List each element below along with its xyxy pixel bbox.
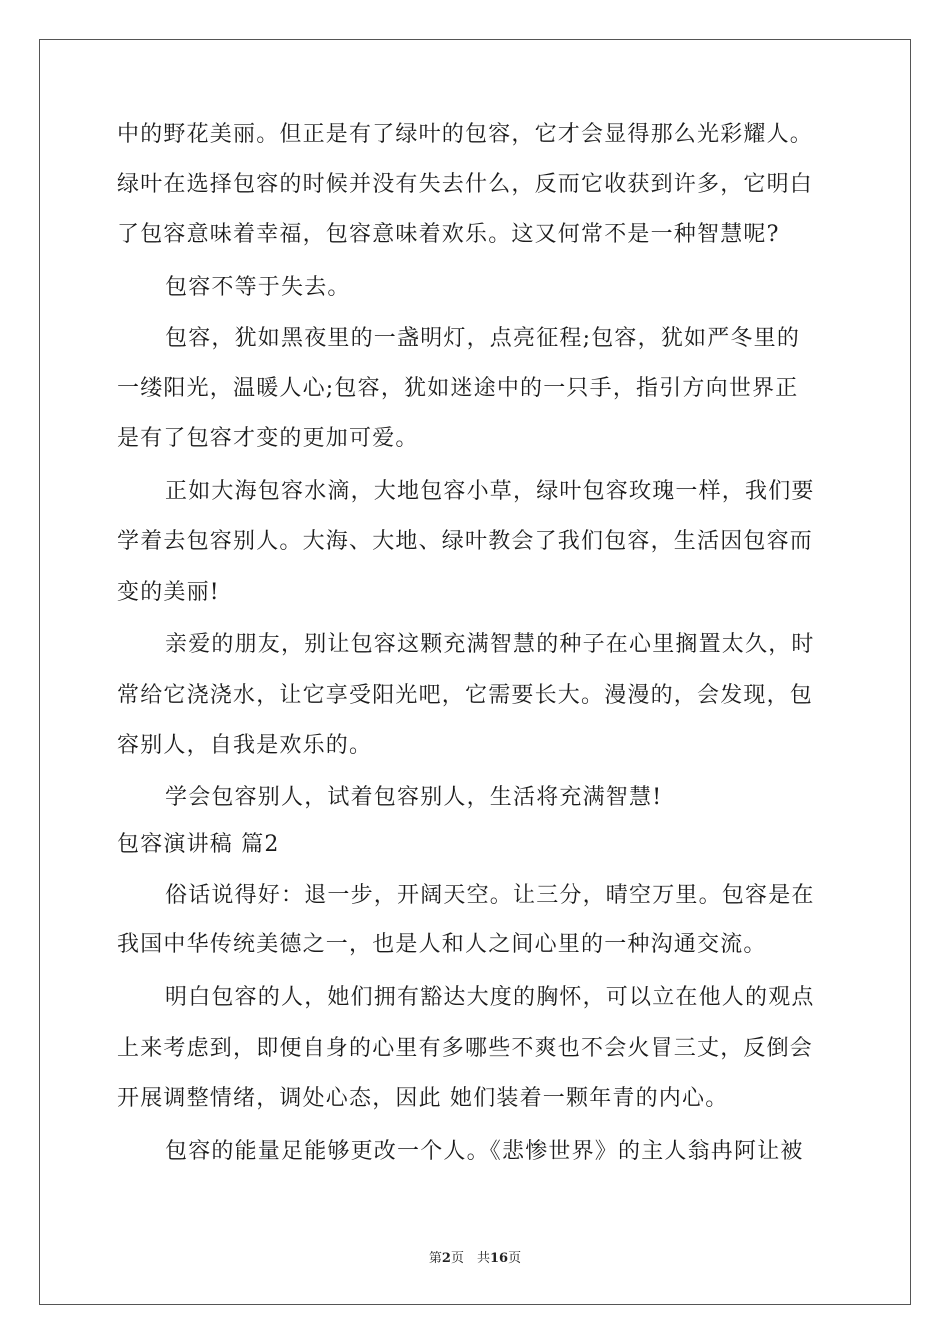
footer-mid: 页 共 [450, 1251, 490, 1266]
paragraph-line: 一缕阳光，温暖人心;包容，犹如迷途中的一只手，指引方向世界正 [117, 376, 799, 401]
paragraph-first-line: 包容，犹如黑夜里的一盏明灯，点亮征程;包容，犹如严冬里的 [165, 326, 801, 351]
paragraph-first-line: 学会包容别人，试着包容别人，生活将充满智慧! [165, 785, 663, 810]
footer-prefix: 第 [428, 1251, 442, 1266]
paragraph-line: 变的美丽! [117, 580, 220, 605]
paragraph-first-line: 包容不等于失去。 [165, 275, 351, 300]
paragraph-line: 容别人，自我是欢乐的。 [117, 733, 373, 758]
footer-suffix: 页 [508, 1251, 522, 1266]
paragraph-line: 学着去包容别人。大海、大地、绿叶教会了我们包容，生活因包容而 [117, 529, 814, 554]
paragraph-line: 上来考虑到，即便自身的心里有多哪些不爽也不会火冒三丈，反倒会 [117, 1036, 814, 1061]
paragraph-line: 我国中华传统美德之一，也是人和人之间心里的一种沟通交流。 [117, 932, 767, 957]
paragraph-line: 常给它浇浇水，让它享受阳光吧，它需要长大。漫漫的，会发现，包 [117, 683, 814, 708]
paragraph-first-line: 俗话说得好：退一步，开阔天空。让三分，晴空万里。包容是在 [165, 883, 815, 908]
paragraph-line: 是有了包容才变的更加可爱。 [117, 426, 419, 451]
paragraph-first-line: 亲爱的朋友，别让包容这颗充满智慧的种子在心里搁置太久，时 [165, 632, 815, 657]
paragraph-line: 绿叶在选择包容的时候并没有失去什么，反而它收获到许多，它明白 [117, 172, 814, 197]
paragraph-line: 中的野花美丽。但正是有了绿叶的包容，它才会显得那么光彩耀人。 [117, 122, 814, 147]
paragraph-first-line: 正如大海包容水滴，大地包容小草，绿叶包容玫瑰一样，我们要 [165, 479, 815, 504]
footer-total-pages: 16 [489, 1251, 509, 1266]
section-heading: 包容演讲稿 篇2 [117, 832, 280, 857]
paragraph-line: 开展调整情绪，调处心态，因此 她们装着一颗年青的内心。 [117, 1086, 729, 1111]
footer-page-number: 2 [441, 1251, 451, 1266]
page-footer [0, 1247, 950, 1266]
paragraph-first-line: 包容的能量足能够更改一个人。《悲惨世界》的主人翁冉阿让被 [165, 1139, 804, 1164]
paragraph-line: 了包容意味着幸福，包容意味着欢乐。这又何常不是一种智慧呢? [117, 222, 780, 247]
paragraph-first-line: 明白包容的人，她们拥有豁达大度的胸怀，可以立在他人的观点 [165, 985, 815, 1010]
